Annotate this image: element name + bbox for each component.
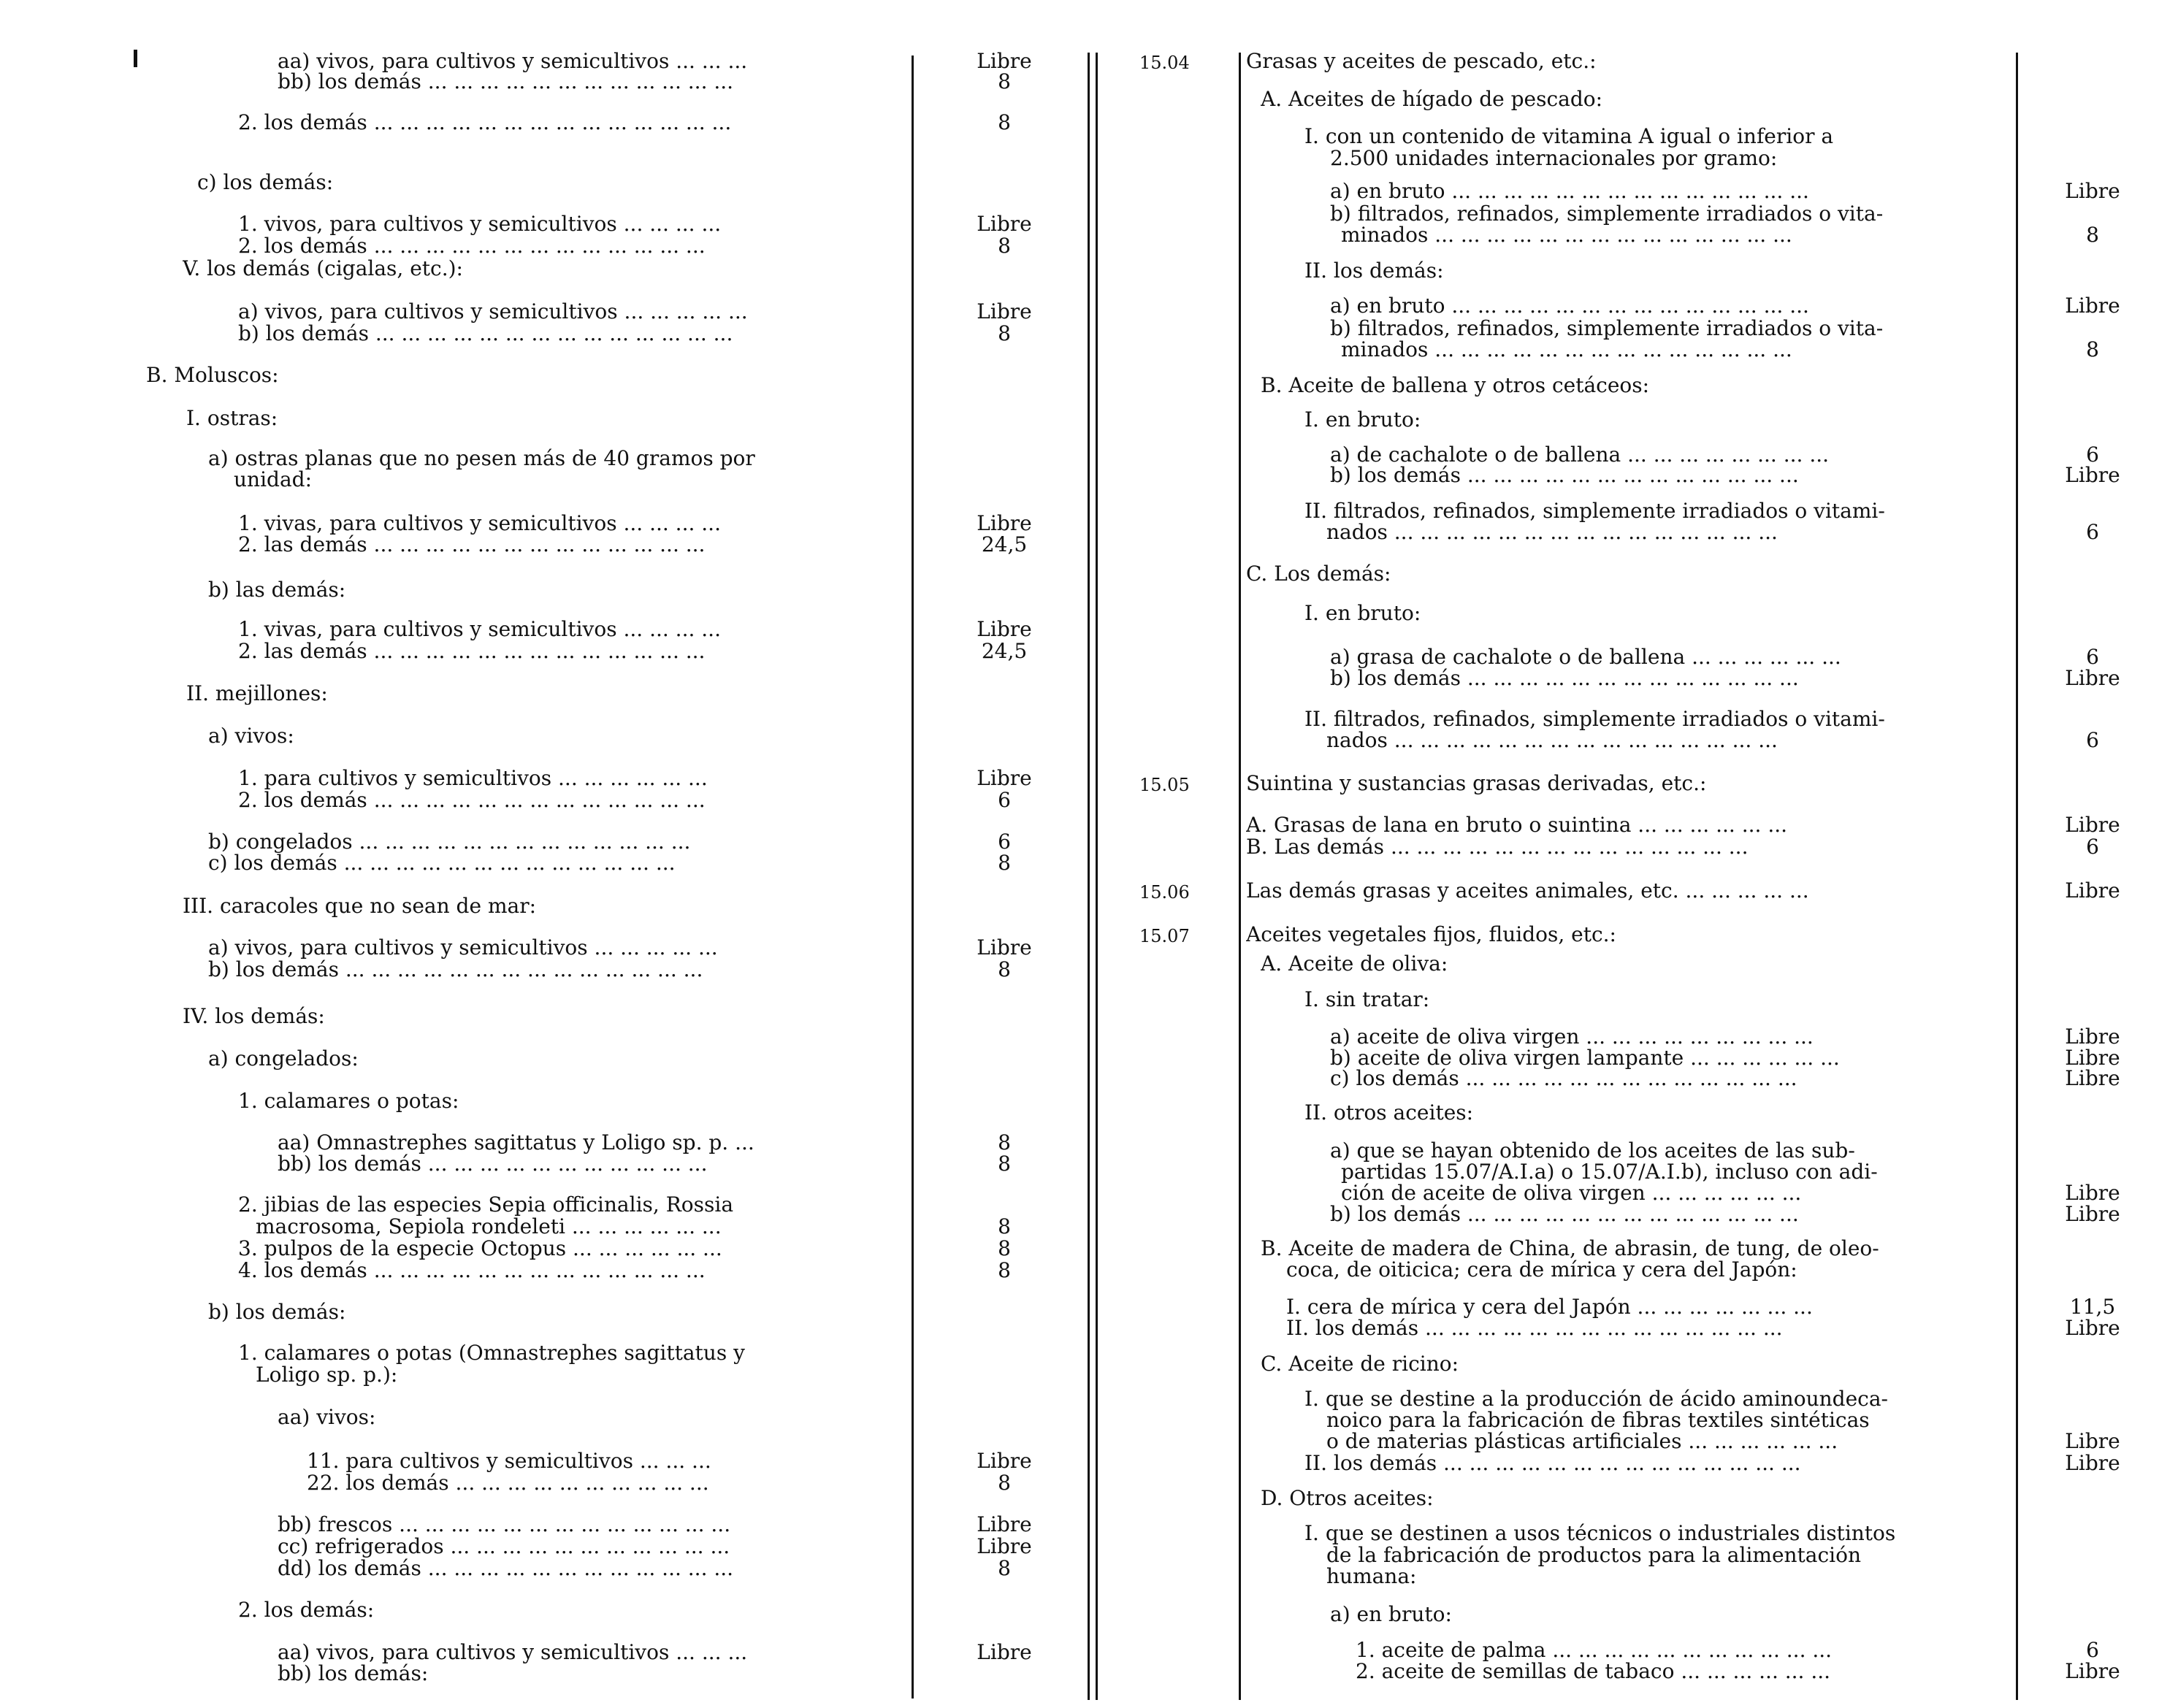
entry-text: II. los demás: bbox=[1304, 260, 1444, 282]
entry-text: 1. para cultivos y semicultivos ... ... ... ... ... ... bbox=[238, 767, 708, 789]
duty-rate: 6 bbox=[2086, 520, 2099, 544]
entry-text: C. Aceite de ricino: bbox=[1261, 1353, 1459, 1375]
right-row bbox=[0, 1317, 2178, 1339]
right-row bbox=[0, 1431, 2178, 1452]
right-row bbox=[0, 814, 2178, 836]
entry-text: 2. jibias de las especies Sepia officinalis, Rossia bbox=[238, 1194, 734, 1216]
duty-rate: Libre bbox=[977, 617, 1032, 641]
duty-rate: Libre bbox=[2065, 179, 2120, 203]
entry-text: b) filtrados, refinados, simplemente irradiados o vita- bbox=[1330, 318, 1884, 340]
heading-code: 15.06 bbox=[1139, 882, 1190, 903]
entry-text: I. en bruto: bbox=[1304, 409, 1421, 431]
entry-text: II. otros aceites: bbox=[1304, 1102, 1474, 1124]
entry-text: a) en bruto ... ... ... ... ... ... ... ... ... ... ... ... ... ... bbox=[1330, 180, 1809, 202]
heading-code: 15.05 bbox=[1139, 775, 1190, 795]
duty-rate: 6 bbox=[998, 830, 1011, 854]
entry-text: 2. aceite de semillas de tabaco ... ... ... ... ... ... bbox=[1356, 1661, 1831, 1682]
duty-rate: 8 bbox=[998, 1471, 1011, 1495]
entry-text: A. Grasas de lana en bruto o suintina ... ... ... ... ... ... bbox=[1246, 814, 1788, 836]
right-row bbox=[0, 708, 2178, 730]
entry-text: 2. los demás: bbox=[238, 1599, 375, 1621]
duty-rate: Libre bbox=[2065, 1659, 2120, 1683]
right-row bbox=[0, 1238, 2178, 1260]
entry-text: B. Las demás ... ... ... ... ... ... ... ... ... ... ... ... ... ... bbox=[1246, 836, 1749, 858]
entry-text: minados ... ... ... ... ... ... ... ... ... ... ... ... ... ... bbox=[1341, 224, 1792, 246]
right-row bbox=[0, 1638, 2178, 1664]
entry-text: c) los demás ... ... ... ... ... ... ... ... ... ... ... ... ... bbox=[208, 852, 676, 874]
entry-text: I. que se destine a la producción de ácido aminoundeca- bbox=[1304, 1388, 1888, 1410]
entry-text: bb) los demás ... ... ... ... ... ... ... ... ... ... ... bbox=[278, 1153, 708, 1175]
entry-text: macrosoma, Sepiola rondeleti ... ... ... ... ... ... bbox=[256, 1216, 722, 1238]
entry-text: II. filtrados, refinados, simplemente irradiados o vitami- bbox=[1304, 500, 1885, 522]
duty-rate: Libre bbox=[977, 1449, 1032, 1473]
entry-text: o de materias plásticas artificiales ... ... ... ... ... ... bbox=[1326, 1431, 1838, 1452]
entry-text: bb) frescos ... ... ... ... ... ... ... ... ... ... ... ... ... bbox=[278, 1514, 731, 1536]
entry-text: I. con un contenido de vitamina A igual o inferior a bbox=[1304, 126, 1834, 148]
duty-rate: Libre bbox=[977, 766, 1032, 790]
entry-text: dd) los demás ... ... ... ... ... ... ... ... ... ... ... ... bbox=[278, 1558, 734, 1579]
entry-text: minados ... ... ... ... ... ... ... ... ... ... ... ... ... ... bbox=[1341, 339, 1792, 361]
duty-rate: 6 bbox=[2086, 645, 2099, 669]
right-row bbox=[0, 989, 2178, 1011]
right-row bbox=[0, 260, 2178, 282]
duty-rate: 8 bbox=[998, 851, 1011, 875]
duty-rate: 6 bbox=[2086, 443, 2099, 467]
duty-rate: 8 bbox=[998, 1236, 1011, 1260]
entry-text: Las demás grasas y aceites animales, etc. ... ... ... ... ... bbox=[1246, 880, 1809, 902]
entry-text: I. ostras: bbox=[186, 407, 278, 429]
entry-text: II. filtrados, refinados, simplemente irradiados o vitami- bbox=[1304, 708, 1885, 730]
entry-text: II. los demás ... ... ... ... ... ... ... ... ... ... ... ... ... ... bbox=[1286, 1317, 1783, 1339]
duty-rate: Libre bbox=[2065, 1046, 2120, 1070]
right-row bbox=[0, 1566, 2178, 1588]
duty-rate: Libre bbox=[2065, 1025, 2120, 1049]
duty-rate: Libre bbox=[2065, 878, 2120, 903]
duty-rate: 8 bbox=[2086, 337, 2099, 361]
entry-text: humana: bbox=[1326, 1566, 1417, 1588]
duty-rate: Libre bbox=[2065, 666, 2120, 690]
entry-text: cc) refrigerados ... ... ... ... ... ... ... ... ... ... ... bbox=[278, 1536, 730, 1558]
entry-text: a) en bruto: bbox=[1330, 1604, 1452, 1625]
duty-rate: 8 bbox=[998, 1258, 1011, 1282]
duty-rate: 8 bbox=[998, 321, 1011, 345]
duty-rate: 11,5 bbox=[2069, 1295, 2116, 1319]
entry-text: de la fabricación de productos para la alimentación bbox=[1326, 1544, 1862, 1566]
entry-text: Suintina y sustancias grasas derivadas, etc.: bbox=[1246, 773, 1707, 794]
duty-rate: Libre bbox=[2065, 294, 2120, 318]
entry-text: aa) Omnastrephes sagittatus y Loligo sp. p. ... bbox=[278, 1132, 754, 1154]
right-row bbox=[0, 88, 2178, 110]
heading-code: 15.04 bbox=[1139, 53, 1190, 73]
right-row bbox=[0, 1523, 2178, 1544]
duty-rate: Libre bbox=[2065, 1429, 2120, 1453]
entry-text: 1. calamares o potas: bbox=[238, 1090, 459, 1112]
entry-text: 1. vivas, para cultivos y semicultivos ... ... ... ... bbox=[238, 513, 721, 535]
right-row bbox=[0, 646, 2178, 668]
duty-rate: 8 bbox=[998, 1130, 1011, 1154]
right-row bbox=[0, 444, 2178, 466]
entry-text: a) que se hayan obtenido de los aceites de las sub- bbox=[1330, 1140, 1855, 1162]
duty-rate: 8 bbox=[998, 1214, 1011, 1238]
entry-text: III. caracoles que no sean de mar: bbox=[183, 895, 537, 917]
entry-text: b) los demás ... ... ... ... ... ... ... ... ... ... ... ... ... ... bbox=[238, 323, 733, 345]
entry-text: V. los demás (cigalas, etc.): bbox=[183, 258, 463, 280]
entry-text: a) ostras planas que no pesen más de 40 gramos por bbox=[208, 448, 755, 470]
duty-rate: Libre bbox=[2065, 1316, 2120, 1340]
duty-rate: Libre bbox=[2065, 1202, 2120, 1226]
right-row bbox=[0, 953, 2178, 975]
right-row bbox=[0, 924, 2178, 946]
duty-rate: Libre bbox=[2065, 1066, 2120, 1090]
right-row bbox=[0, 1353, 2178, 1375]
right-row bbox=[0, 1102, 2178, 1124]
right-row bbox=[0, 1449, 2178, 1475]
right-row bbox=[0, 1203, 2178, 1225]
entry-text: b) los demás ... ... ... ... ... ... ... ... ... ... ... ... ... bbox=[1330, 464, 1799, 486]
right-row bbox=[0, 126, 2178, 148]
entry-text: 1. aceite de palma ... ... ... ... ... ... ... ... ... ... ... bbox=[1356, 1639, 1833, 1661]
duty-rate: 24,5 bbox=[981, 639, 1028, 663]
entry-text: 22. los demás ... ... ... ... ... ... ... ... ... ... bbox=[307, 1472, 709, 1494]
entry-text: aa) vivos, para cultivos y semicultivos ... ... ... bbox=[278, 50, 748, 72]
duty-rate: Libre bbox=[977, 1534, 1032, 1558]
entry-text: a) de cachalote o de ballena ... ... ... ... ... ... ... ... bbox=[1330, 444, 1830, 466]
duty-rate: 8 bbox=[998, 1556, 1011, 1580]
right-row bbox=[0, 180, 2178, 202]
entry-text: a) aceite de oliva virgen ... ... ... ... ... ... ... ... ... bbox=[1330, 1026, 1814, 1048]
duty-rate: 8 bbox=[998, 69, 1011, 93]
entry-text: b) los demás: bbox=[208, 1301, 346, 1323]
right-row bbox=[0, 295, 2178, 317]
right-row bbox=[0, 409, 2178, 431]
right-row bbox=[0, 1296, 2178, 1318]
duty-rate: Libre bbox=[977, 511, 1032, 535]
duty-rate: Libre bbox=[977, 935, 1032, 960]
entry-text: a) en bruto ... ... ... ... ... ... ... ... ... ... ... ... ... ... bbox=[1330, 295, 1809, 317]
duty-rate: 6 bbox=[2086, 1638, 2099, 1662]
entry-text: b) filtrados, refinados, simplemente irradiados o vita- bbox=[1330, 203, 1884, 225]
right-row bbox=[0, 836, 2178, 858]
entry-text: 2. los demás ... ... ... ... ... ... ... ... ... ... ... ... ... bbox=[238, 235, 706, 257]
entry-text: B. Moluscos: bbox=[146, 364, 279, 386]
entry-text: b) congelados ... ... ... ... ... ... ... ... ... ... ... ... ... bbox=[208, 831, 691, 853]
entry-text: nados ... ... ... ... ... ... ... ... ... ... ... ... ... ... ... bbox=[1326, 729, 1778, 751]
duty-rate: 8 bbox=[2086, 223, 2099, 247]
right-row bbox=[0, 1604, 2178, 1625]
entry-text: b) aceite de oliva virgen lampante ... ... ... ... ... ... bbox=[1330, 1047, 1840, 1069]
duty-rate: 24,5 bbox=[981, 532, 1028, 556]
entry-text: b) las demás: bbox=[208, 579, 346, 601]
right-row bbox=[0, 1661, 2178, 1682]
entry-text: 1. calamares o potas (Omnastrephes sagittatus y bbox=[238, 1342, 745, 1364]
right-row bbox=[0, 729, 2178, 751]
entry-text: 2. los demás ... ... ... ... ... ... ... ... ... ... ... ... ... bbox=[238, 789, 706, 811]
entry-text: I. sin tratar: bbox=[1304, 989, 1430, 1011]
right-row bbox=[0, 1409, 2178, 1431]
duty-rate: Libre bbox=[977, 49, 1032, 73]
heading-code: 15.07 bbox=[1139, 926, 1190, 946]
entry-text: Loligo sp. p.): bbox=[256, 1364, 398, 1386]
right-row bbox=[0, 500, 2178, 522]
entry-text: I. en bruto: bbox=[1304, 602, 1421, 624]
right-row bbox=[0, 1182, 2178, 1204]
right-row bbox=[0, 203, 2178, 225]
entry-text: b) los demás ... ... ... ... ... ... ... ... ... ... ... ... ... bbox=[1330, 1203, 1799, 1225]
entry-text: c) los demás ... ... ... ... ... ... ... ... ... ... ... ... ... bbox=[1330, 1068, 1797, 1089]
right-row bbox=[0, 1388, 2178, 1410]
duty-rate: Libre bbox=[977, 212, 1032, 236]
right-row bbox=[0, 339, 2178, 361]
entry-text: 4. los demás ... ... ... ... ... ... ... ... ... ... ... ... ... bbox=[238, 1260, 706, 1282]
entry-text: unidad: bbox=[234, 469, 312, 491]
duty-rate: Libre bbox=[977, 1512, 1032, 1536]
duty-rate: Libre bbox=[2065, 1181, 2120, 1205]
entry-text: Grasas y aceites de pescado, etc.: bbox=[1246, 50, 1597, 72]
entry-text: IV. los demás: bbox=[183, 1006, 325, 1027]
right-row bbox=[0, 1140, 2178, 1162]
entry-text: 11. para cultivos y semicultivos ... ... ... bbox=[307, 1450, 711, 1472]
entry-text: D. Otros aceites: bbox=[1261, 1487, 1434, 1509]
duty-rate: Libre bbox=[977, 299, 1032, 323]
right-row bbox=[0, 148, 2178, 169]
entry-text: bb) los demás: bbox=[278, 1663, 429, 1685]
entry-text: A. Aceite de oliva: bbox=[1261, 953, 1448, 975]
right-row bbox=[0, 318, 2178, 340]
entry-text: 3. pulpos de la especie Octopus ... ... ... ... ... ... bbox=[238, 1238, 722, 1260]
right-row bbox=[0, 1161, 2178, 1183]
entry-text: a) congelados: bbox=[208, 1048, 359, 1070]
right-row bbox=[0, 375, 2178, 397]
entry-text: I. cera de mírica y cera del Japón ... ... ... ... ... ... ... bbox=[1286, 1296, 1813, 1318]
entry-text: A. Aceites de hígado de pescado: bbox=[1261, 88, 1603, 110]
duty-rate: Libre bbox=[2065, 463, 2120, 487]
duty-rate: 8 bbox=[998, 957, 1011, 981]
entry-text: a) grasa de cachalote o de ballena ... ... ... ... ... ... bbox=[1330, 646, 1841, 668]
duty-rate: Libre bbox=[977, 1640, 1032, 1664]
right-row bbox=[0, 563, 2178, 585]
entry-text: bb) los demás ... ... ... ... ... ... ... ... ... ... ... ... bbox=[278, 71, 734, 93]
right-row bbox=[0, 1487, 2178, 1509]
entry-text: nados ... ... ... ... ... ... ... ... ... ... ... ... ... ... ... bbox=[1326, 521, 1778, 543]
entry-text: c) los demás: bbox=[197, 172, 334, 194]
entry-text: 2. las demás ... ... ... ... ... ... ... ... ... ... ... ... ... bbox=[238, 640, 706, 662]
right-row bbox=[0, 667, 2178, 689]
entry-text: b) los demás ... ... ... ... ... ... ... ... ... ... ... ... ... bbox=[1330, 667, 1799, 689]
entry-text: Aceites vegetales fijos, fluidos, etc.: bbox=[1246, 924, 1616, 946]
entry-text: ción de aceite de oliva virgen ... ... ... ... ... ... bbox=[1341, 1182, 1802, 1204]
entry-text: a) vivos, para cultivos y semicultivos ... ... ... ... ... bbox=[208, 937, 718, 959]
entry-text: 1. vivos, para cultivos y semicultivos ... ... ... ... bbox=[238, 213, 722, 235]
right-row bbox=[0, 1544, 2178, 1566]
entry-text: B. Aceite de ballena y otros cetáceos: bbox=[1261, 375, 1650, 397]
duty-rate: 6 bbox=[998, 788, 1011, 812]
duty-rate: 8 bbox=[998, 1152, 1011, 1176]
entry-text: a) vivos, para cultivos y semicultivos ... ... ... ... ... bbox=[238, 301, 748, 323]
entry-text: aa) vivos, para cultivos y semicultivos ... ... ... bbox=[278, 1642, 748, 1663]
right-row bbox=[0, 464, 2178, 486]
entry-text: II. los demás ... ... ... ... ... ... ... ... ... ... ... ... ... ... bbox=[1304, 1452, 1801, 1474]
entry-text: 2. las demás ... ... ... ... ... ... ... ... ... ... ... ... ... bbox=[238, 534, 706, 556]
right-row bbox=[0, 773, 2178, 794]
duty-rate: 8 bbox=[998, 110, 1011, 134]
entry-text: partidas 15.07/A.I.a) o 15.07/A.I.b), incluso con adi- bbox=[1341, 1161, 1878, 1183]
entry-text: II. mejillones: bbox=[186, 683, 328, 705]
right-row bbox=[0, 1047, 2178, 1069]
right-row bbox=[0, 602, 2178, 624]
duty-rate: 8 bbox=[998, 234, 1011, 258]
duty-rate: 6 bbox=[2086, 728, 2099, 752]
right-row bbox=[0, 50, 2178, 72]
right-row bbox=[0, 224, 2178, 246]
entry-text: b) los demás ... ... ... ... ... ... ... ... ... ... ... ... ... ... bbox=[208, 959, 703, 981]
entry-text: 2. los demás ... ... ... ... ... ... ... ... ... ... ... ... ... ... bbox=[238, 112, 732, 134]
entry-text: a) vivos: bbox=[208, 725, 294, 747]
right-row bbox=[0, 1068, 2178, 1089]
right-row bbox=[0, 1026, 2178, 1048]
entry-text: 2.500 unidades internacionales por gramo: bbox=[1330, 148, 1778, 169]
right-row bbox=[0, 521, 2178, 543]
entry-text: B. Aceite de madera de China, de abrasin, de tung, de oleo- bbox=[1261, 1238, 1879, 1260]
duty-rate: 6 bbox=[2086, 835, 2099, 859]
right-row bbox=[0, 1259, 2178, 1281]
entry-text: 1. vivas, para cultivos y semicultivos ... ... ... ... bbox=[238, 619, 721, 640]
duty-rate: Libre bbox=[2065, 813, 2120, 837]
entry-text: I. que se destinen a usos técnicos o industriales distintos bbox=[1304, 1523, 1896, 1544]
entry-text: coca, de oiticica; cera de mírica y cera del Japón: bbox=[1286, 1259, 1797, 1281]
entry-text: noico para la fabricación de fibras textiles sintéticas bbox=[1326, 1409, 1870, 1431]
entry-text: aa) vivos: bbox=[278, 1406, 376, 1428]
duty-rate: Libre bbox=[2065, 1451, 2120, 1475]
entry-text: C. Los demás: bbox=[1246, 563, 1391, 585]
right-row bbox=[0, 880, 2178, 902]
